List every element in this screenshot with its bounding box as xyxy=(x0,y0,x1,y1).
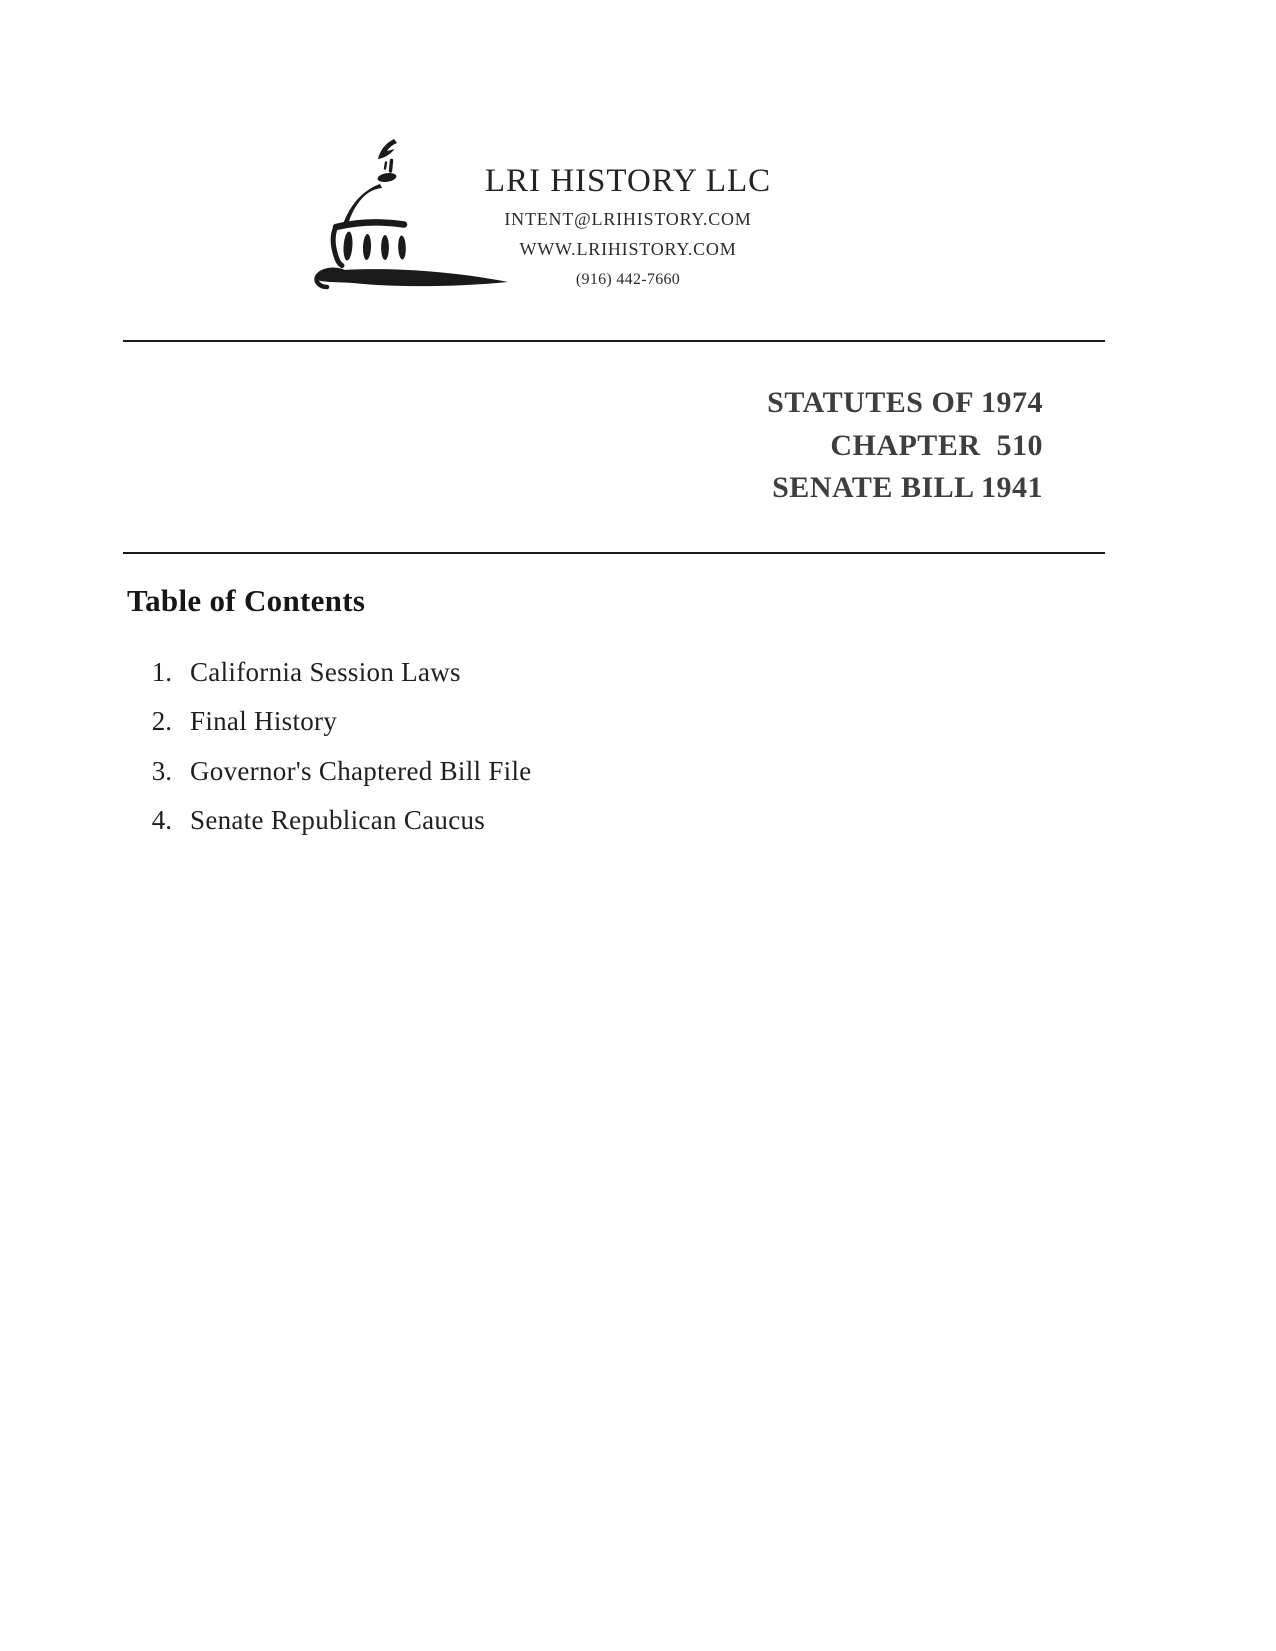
toc-item-number: 4. xyxy=(151,805,172,836)
phone-number: (916) 442-7660 xyxy=(575,271,681,288)
divider-top xyxy=(123,340,1105,342)
company-name: LRI HISTORY LLC xyxy=(484,163,772,199)
toc-item-label: Governor's Chaptered Bill File xyxy=(190,755,532,786)
toc-item-label: California Session Laws xyxy=(190,657,461,687)
toc-item-number: 3. xyxy=(151,755,172,786)
toc-item-label: Senate Republican Caucus xyxy=(190,805,486,836)
toc-item xyxy=(130,747,830,796)
chapter-line: CHAPTER 510 xyxy=(830,428,1043,462)
email-address: INTENT@LRIHISTORY.COM xyxy=(504,209,752,229)
toc-item-number: 1. xyxy=(151,657,172,687)
toc-item xyxy=(130,796,830,845)
senate-bill-line: SENATE BILL 1941 xyxy=(772,471,1043,504)
toc-list xyxy=(130,648,830,846)
case-reference-block xyxy=(767,382,1043,510)
toc-item-label: Final History xyxy=(190,706,338,737)
toc-item xyxy=(130,648,830,697)
toc-item-number: 2. xyxy=(151,706,172,737)
website-url: WWW.LRIHISTORY.COM xyxy=(519,239,737,259)
divider-bottom xyxy=(123,552,1105,554)
statutes-line: STATUTES OF 1974 xyxy=(767,386,1043,419)
toc-title: Table of Contents xyxy=(127,583,366,618)
toc-item xyxy=(130,697,830,746)
